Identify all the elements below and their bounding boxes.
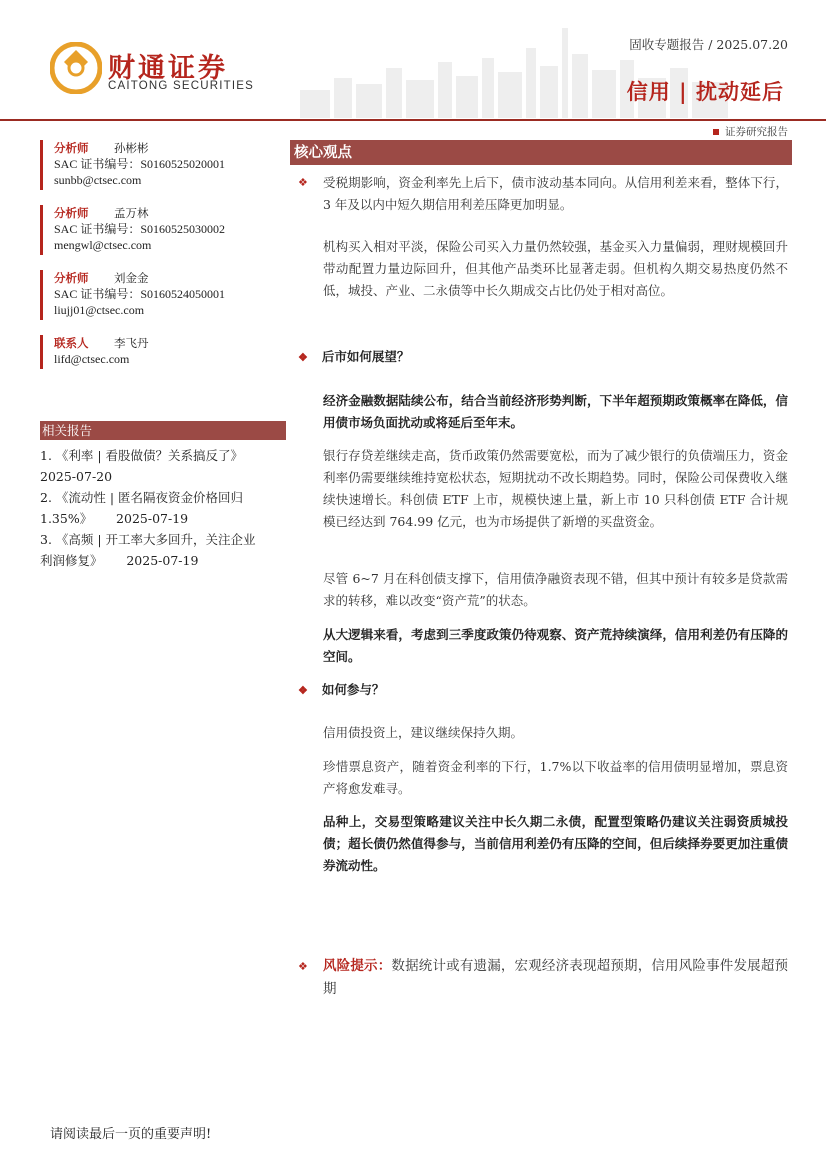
paragraph-1: 受税期影响，资金利率先上后下，债市波动基本同向。从信用利差来看，整体下行，3 年及以内中短久期信用利差压降更加明显。 [323, 175, 788, 212]
related-report-date: 利润修复》 2025-07-19 [40, 553, 199, 568]
contact-email[interactable]: lifd@ctsec.com [54, 352, 130, 366]
brand-tag-text: 证券研究报告 [725, 126, 788, 138]
analyst-email[interactable]: mengwl@ctsec.com [54, 238, 152, 252]
logo-english: CAITONG SECURITIES [108, 80, 254, 92]
paragraph-9: 品种上，交易型策略建议关注中长久期二永债，配置型策略仍建议关注弱资质城投债；超长债仍然值得参与，当前信用利差仍有压降的空间，但后续择券要更加注重债券流动性。 [323, 814, 788, 873]
analyst-sac: SAC 证书编号：S0160525020001 [54, 157, 226, 171]
risk-warning [323, 955, 788, 1001]
analyst-name: 刘金金 [114, 271, 149, 285]
related-report-title: 3. 《高频 | 开工率大多回升，关注企业 [40, 532, 256, 547]
caitong-logo-icon [50, 42, 102, 94]
diamond-bullet-icon: ❖ [298, 684, 308, 697]
diamond-bullet-icon: ❖ [298, 351, 308, 364]
diamond-bullet-icon: ❖ [298, 960, 308, 973]
analyst-sac: SAC 证书编号：S0160524050001 [54, 287, 226, 301]
related-report-date: 2025-07-20 [40, 469, 113, 484]
related-report-link[interactable] [40, 529, 280, 571]
analyst-name: 孟万林 [114, 206, 149, 220]
report-type-date: 固收专题报告 / 2025.07.20 [629, 37, 788, 52]
diamond-bullet-icon: ❖ [298, 176, 308, 189]
paragraph-3: 经济金融数据陆续公布，结合当前经济形势判断，下半年超预期政策概率在降低，信用债市场负面扰动或将延后至年末。 [323, 393, 788, 430]
related-report-title: 1. 《利率 | 看股做债？关系搞反了》 [40, 448, 244, 463]
section-outlook [298, 346, 409, 369]
analyst-role: 分析师 [54, 206, 89, 220]
analyst-accent-bar [40, 140, 43, 190]
related-report-date: 1.35%》 2025-07-19 [40, 511, 189, 526]
header-divider [0, 119, 826, 121]
logo-chinese: 财通证券 [108, 53, 228, 84]
risk-text: 数据统计或有遗漏，宏观经济表现超预期，信用风险事件发展超预期 [323, 958, 789, 997]
analyst-email[interactable]: sunbb@ctsec.com [54, 173, 142, 187]
risk-label: 风险提示： [323, 958, 392, 974]
analyst-name: 孙彬彬 [114, 141, 149, 155]
paragraph-7: 信用债投资上，建议继续保持久期。 [323, 725, 524, 740]
section-outlook-title: 后市如何展望？ [321, 349, 410, 364]
related-report-link[interactable] [40, 445, 280, 487]
analyst-accent-bar [40, 270, 43, 320]
analyst-role: 分析师 [54, 271, 89, 285]
analyst-block [40, 140, 290, 188]
analyst-block [40, 205, 290, 253]
footer-disclaimer: 请阅读最后一页的重要声明! [50, 1127, 212, 1142]
square-bullet-icon [713, 129, 719, 135]
analyst-sac: SAC 证书编号：S0160525030002 [54, 222, 226, 236]
analyst-block [40, 270, 290, 318]
analyst-accent-bar [40, 335, 43, 369]
contact-block [40, 335, 290, 367]
report-title: 信用 | 扰动延后 [626, 79, 784, 104]
paragraph-5: 尽管 6~7 月在科创债支撑下，信用债净融资表现不错，但其中预计有较多是贷款需求的转移，难以改变“资产荒”的状态。 [323, 571, 788, 608]
paragraph-6: 从大逻辑来看，考虑到三季度政策仍待观察、资产荒持续演绎，信用利差仍有压降的空间。 [323, 627, 788, 664]
related-report-link[interactable] [40, 487, 280, 529]
section-participate-title: 如何参与？ [321, 682, 385, 697]
paragraph-8: 珍惜票息资产，随着资金利率的下行，1.7%以下收益率的信用债明显增加，票息资产将愈发难寻。 [323, 759, 788, 796]
analyst-role: 分析师 [54, 141, 89, 155]
core-views-heading: 核心观点 [290, 140, 792, 165]
contact-name: 李飞丹 [114, 336, 149, 350]
analyst-accent-bar [40, 205, 43, 255]
paragraph-4: 银行存贷差继续走高，货币政策仍然需要宽松，而为了减少银行的负债端压力，资金利率仍需要继续维持宽松状态，短期扰动不改长期趋势。同时，保险公司保费收入继续快速增长。科创债 ETF 上市，规模快速上量，新上市 10 只科创债 ETF 合计规模已经达到 764.99 亿元，也为市场提供了新增的买盘资金。 [323, 448, 788, 529]
section-participate [298, 679, 384, 702]
analyst-email[interactable]: liujj01@ctsec.com [54, 303, 145, 317]
related-reports-heading: 相关报告 [40, 421, 286, 440]
contact-role: 联系人 [54, 336, 89, 350]
related-reports-list [40, 445, 280, 571]
brand-tag [713, 124, 788, 139]
paragraph-2: 机构买入相对平淡，保险公司买入力量仍然较强，基金买入力量偏弱，理财规模回升带动配置力量边际回升，但其他产品类环比显著走弱。但机构久期交易热度仍然不低，城投、产业、二永债等中长久期成交占比仍处于相对高位。 [323, 239, 788, 298]
related-report-title: 2. 《流动性 | 匿名隔夜资金价格回归 [40, 490, 244, 505]
